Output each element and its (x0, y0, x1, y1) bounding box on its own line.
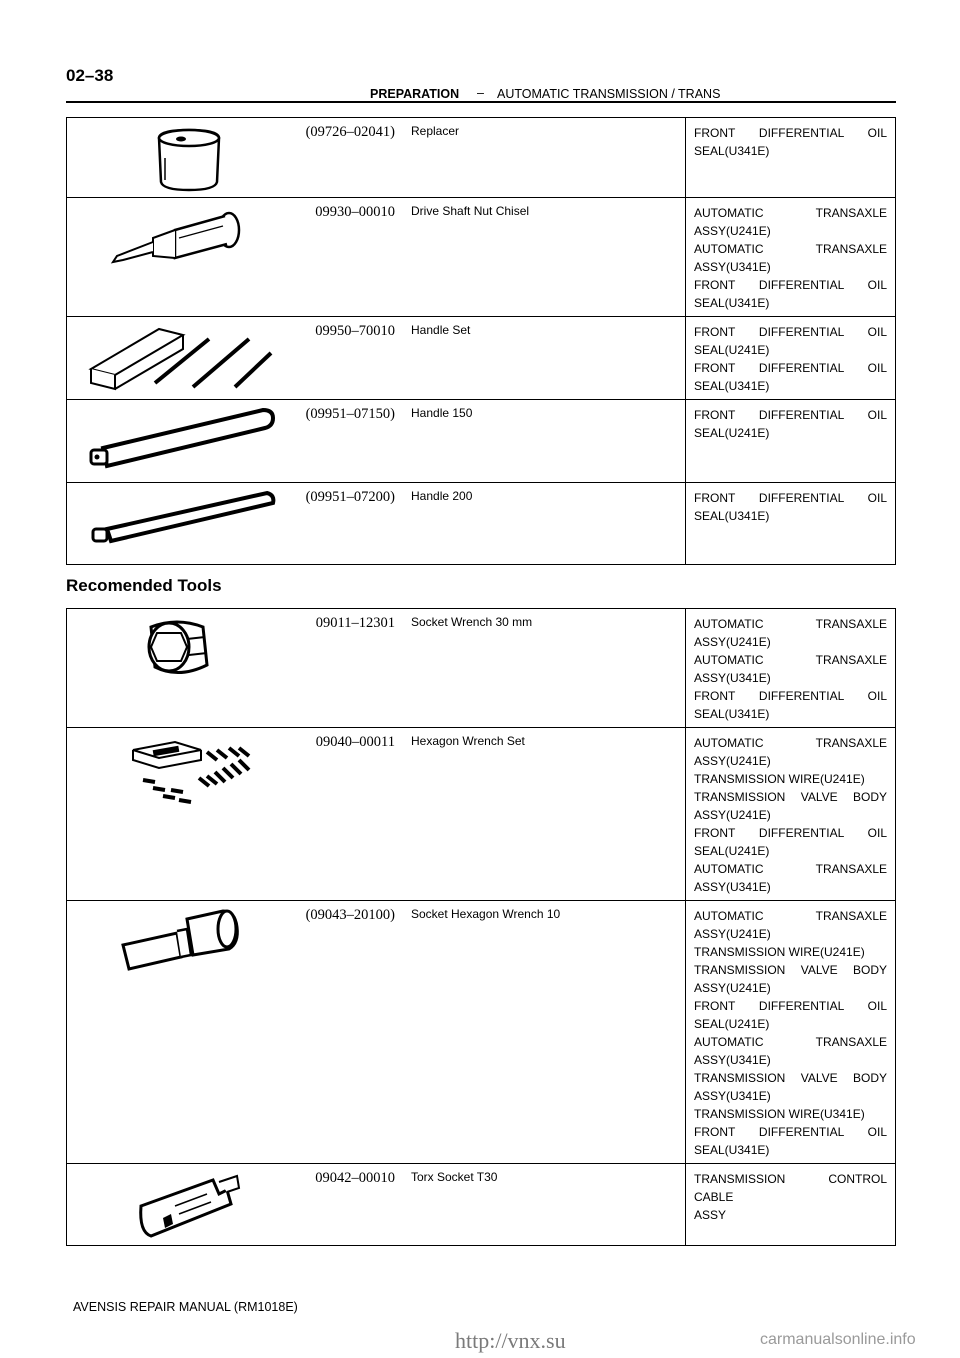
part-number: (09951–07150) (305, 406, 395, 422)
use-line: AUTOMATIC TRANSAXLE (694, 206, 887, 220)
use-line: ASSY(U341E) (694, 1089, 771, 1103)
table-row (67, 400, 896, 483)
table-row (67, 1164, 896, 1246)
use-line: ASSY(U241E) (694, 754, 771, 768)
use-line: ASSY(U241E) (694, 927, 771, 941)
tool-use (686, 483, 896, 565)
tool-image-cell (67, 198, 406, 317)
part-number: (09726–02041) (305, 124, 395, 140)
use-line: SEAL(U341E) (694, 296, 770, 310)
header-dash: – (477, 86, 484, 100)
use-line: ASSY(U341E) (694, 1053, 771, 1067)
use-line: FRONT DIFFERENTIAL OIL (694, 408, 887, 422)
use-line: AUTOMATIC TRANSAXLE (694, 242, 887, 256)
use-line: ASSY(U341E) (694, 260, 771, 274)
use-line: AUTOMATIC TRANSAXLE (694, 617, 887, 631)
hexagon-wrench-set-icon (67, 728, 405, 898)
use-line: AUTOMATIC TRANSAXLE (694, 653, 887, 667)
use-line: AUTOMATIC TRANSAXLE (694, 862, 887, 876)
tool-use (686, 728, 896, 901)
part-number: 09040–00011 (315, 734, 395, 750)
table-row (67, 609, 896, 728)
use-line: FRONT DIFFERENTIAL OIL (694, 325, 887, 339)
tool-image-cell (67, 317, 406, 400)
use-line: SEAL(U341E) (694, 509, 770, 523)
tool-name: Torx Socket T30 (405, 1164, 686, 1246)
footer: AVENSIS REPAIR MANUAL (RM1018E) (73, 1300, 298, 1314)
use-line: TRANSMISSION VALVE BODY (694, 790, 887, 804)
tool-use (686, 609, 896, 728)
use-line: SEAL(U241E) (694, 844, 770, 858)
use-line: SEAL(U241E) (694, 343, 770, 357)
tool-name: Replacer (405, 118, 686, 198)
table-row (67, 728, 896, 901)
use-line: FRONT DIFFERENTIAL OIL (694, 278, 887, 292)
use-line: ASSY(U341E) (694, 880, 771, 894)
use-line: SEAL(U341E) (694, 1143, 770, 1157)
use-line: AUTOMATIC TRANSAXLE (694, 909, 887, 923)
recommended-tools-heading: Recomended Tools (66, 576, 222, 595)
use-line: ASSY(U341E) (694, 671, 771, 685)
tool-use (686, 118, 896, 198)
part-number: (09951–07200) (305, 489, 395, 505)
use-line: ASSY(U241E) (694, 224, 771, 238)
use-line: ASSY (694, 1208, 727, 1222)
use-line: FRONT DIFFERENTIAL OIL (694, 126, 887, 140)
use-line: ASSY(U241E) (694, 635, 771, 649)
use-line: SEAL(U341E) (694, 379, 770, 393)
use-line: TRANSMISSION WIRE(U241E) (694, 772, 865, 786)
table-row (67, 118, 896, 198)
part-number: 09011–12301 (315, 615, 395, 631)
use-line: SEAL(U241E) (694, 1017, 770, 1031)
use-line: SEAL(U241E) (694, 426, 770, 440)
watermark-site: carmanualsonline.info (760, 1331, 916, 1348)
table-row (67, 317, 896, 400)
tool-name: Socket Wrench 30 mm (405, 609, 686, 728)
use-line: TRANSMISSION CONTROL CABLE (694, 1172, 887, 1204)
tool-image-cell (67, 728, 406, 901)
use-line: FRONT DIFFERENTIAL OIL (694, 1125, 887, 1139)
page-number: 02–38 (66, 66, 114, 85)
tool-use (686, 400, 896, 483)
use-line: ASSY(U241E) (694, 808, 771, 822)
recommended-tools-table (66, 608, 896, 1246)
use-line: TRANSMISSION VALVE BODY (694, 963, 887, 977)
tool-name: Handle 150 (405, 400, 686, 483)
header-rule (66, 101, 896, 103)
tool-image-cell (67, 400, 406, 483)
use-line: FRONT DIFFERENTIAL OIL (694, 689, 887, 703)
tool-use (686, 1164, 896, 1246)
part-number: 09042–00010 (315, 1170, 395, 1186)
table-row (67, 901, 896, 1164)
part-number: 09950–70010 (315, 323, 395, 339)
use-line: FRONT DIFFERENTIAL OIL (694, 999, 887, 1013)
part-number: (09043–20100) (305, 907, 395, 923)
section-title: PREPARATION (370, 87, 460, 101)
use-line: SEAL(U341E) (694, 707, 770, 721)
use-line: FRONT DIFFERENTIAL OIL (694, 491, 887, 505)
tool-image-cell (67, 1164, 406, 1246)
use-line: TRANSMISSION VALVE BODY (694, 1071, 887, 1085)
use-line: TRANSMISSION WIRE(U341E) (694, 1107, 865, 1121)
tool-name: Socket Hexagon Wrench 10 (405, 901, 686, 1164)
use-line: FRONT DIFFERENTIAL OIL (694, 361, 887, 375)
tool-image-cell (67, 901, 406, 1164)
use-line: ASSY(U241E) (694, 981, 771, 995)
tool-use (686, 317, 896, 400)
tool-image-cell (67, 609, 406, 728)
tool-use (686, 198, 896, 317)
tool-name: Drive Shaft Nut Chisel (405, 198, 686, 317)
table-row (67, 198, 896, 317)
socket-hexagon-wrench-icon (67, 901, 405, 1163)
use-line: TRANSMISSION WIRE(U241E) (694, 945, 865, 959)
use-line: FRONT DIFFERENTIAL OIL (694, 826, 887, 840)
use-line: AUTOMATIC TRANSAXLE (694, 736, 887, 750)
sst-tools-table (66, 117, 896, 565)
tool-name: Handle 200 (405, 483, 686, 565)
tool-use (686, 901, 896, 1164)
tool-image-cell (67, 118, 406, 198)
use-line: AUTOMATIC TRANSAXLE (694, 1035, 887, 1049)
tool-name: Handle Set (405, 317, 686, 400)
table-row (67, 483, 896, 565)
tool-image-cell (67, 483, 406, 565)
part-number: 09930–00010 (315, 204, 395, 220)
watermark-url: http://vnx.su (455, 1328, 566, 1353)
use-line: SEAL(U341E) (694, 144, 770, 158)
tool-name: Hexagon Wrench Set (405, 728, 686, 901)
subsection-title: AUTOMATIC TRANSMISSION / TRANS (497, 87, 721, 101)
